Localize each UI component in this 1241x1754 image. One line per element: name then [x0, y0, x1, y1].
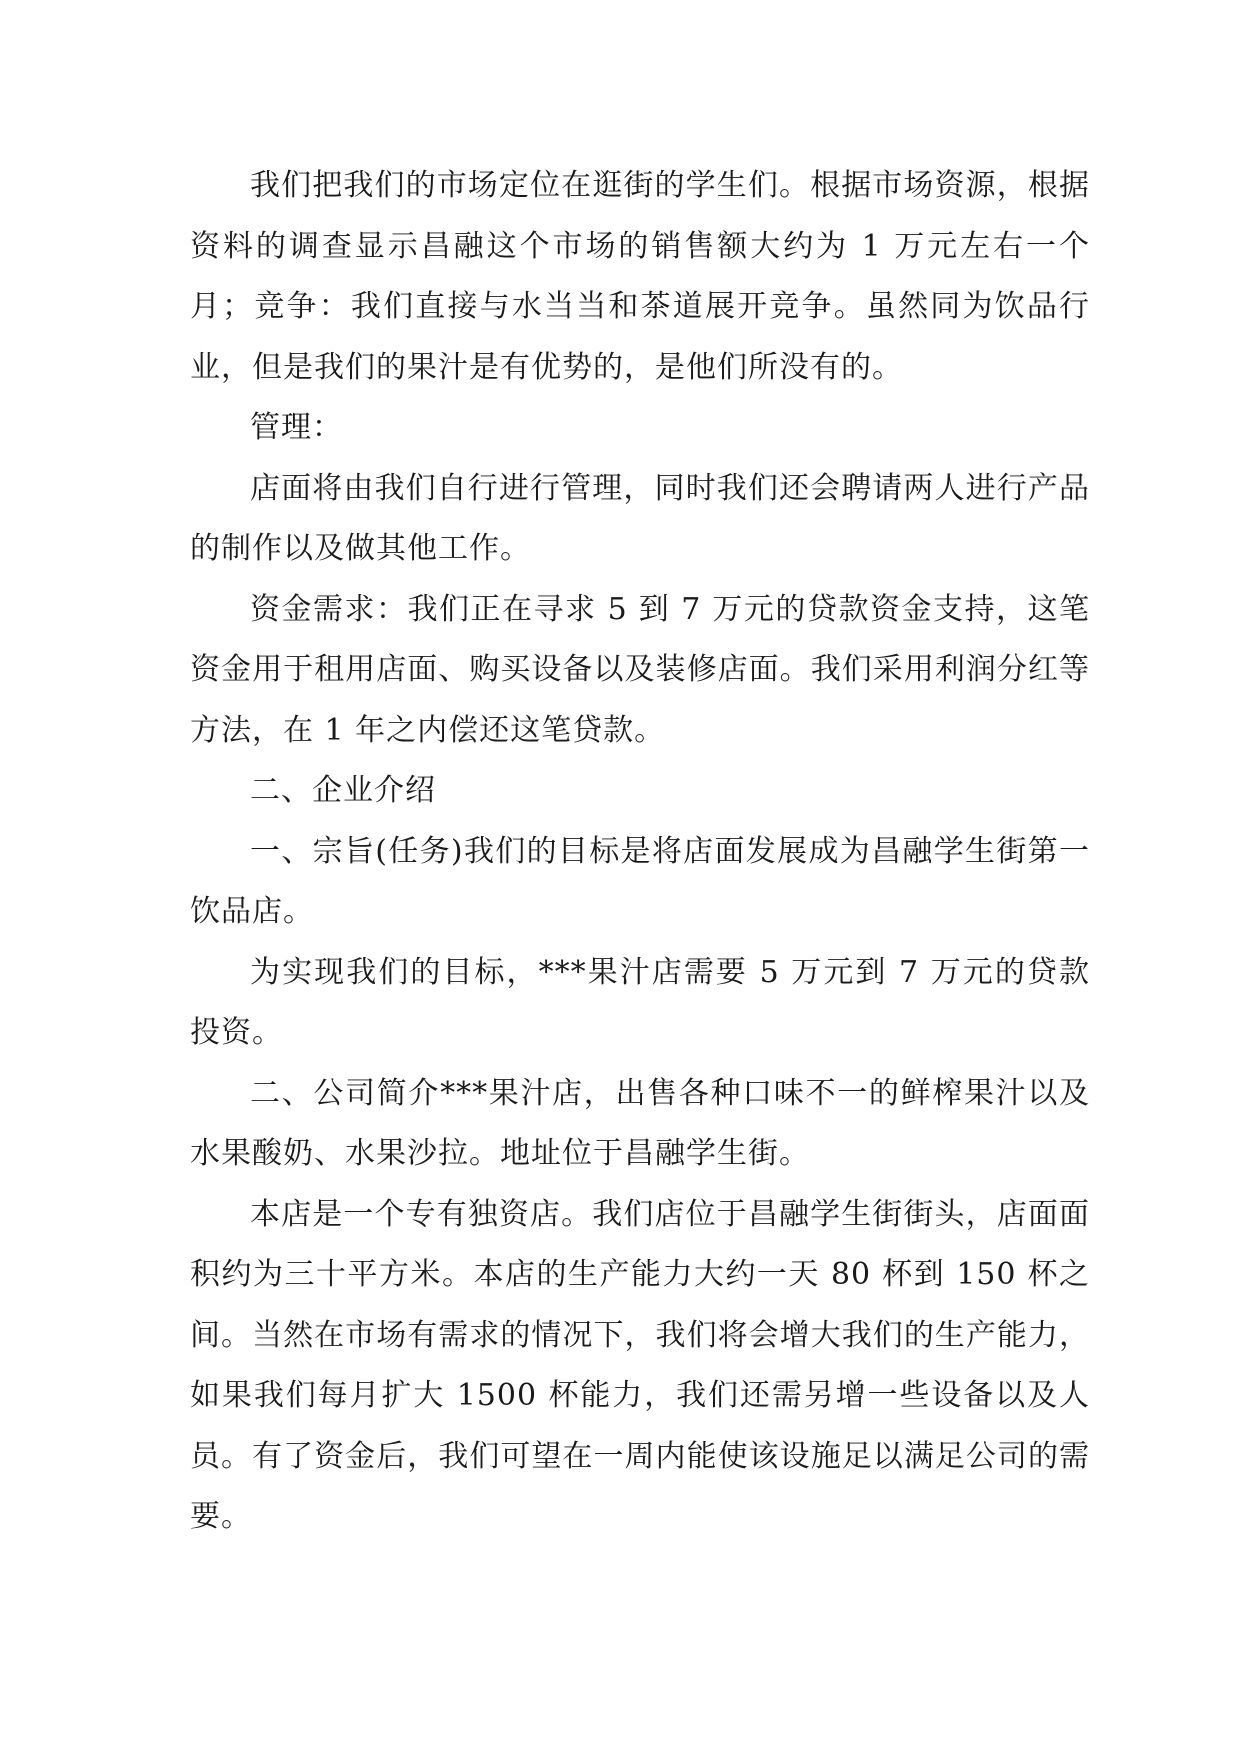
document-body: [190, 156, 1090, 1548]
paragraph-company-profile: 二、公司简介***果汁店，出售各种口味不一的鲜榨果汁以及水果酸奶、水果沙拉。地址位于昌融学生街。: [190, 1075, 1090, 1171]
paragraph-market-positioning: 我们把我们的市场定位在逛街的学生们。根据市场资源，根据资料的调查显示昌融这个市场的销售额大约为 1 万元左右一个月；竞争：我们直接与水当当和茶道展开竞争。虽然同为饮品行业，但是我们的果汁是有优势的，是他们所没有的。: [190, 168, 1090, 385]
paragraph-investment: 为实现我们的目标，***果汁店需要 5 万元到 7 万元的贷款投资。: [190, 954, 1090, 1050]
paragraph-store-capacity: 本店是一个专有独资店。我们店位于昌融学生街街头，店面面积约为三十平方米。本店的生产能力大约一天 80 杯到 150 杯之间。当然在市场有需求的情况下，我们将会增大我们的生产能力，如果我们每月扩大 1500 杯能力，我们还需另增一些设备以及人员。有了资金后，我们可望在一周内能使该设施足以满足公司的需要。: [190, 1196, 1090, 1534]
paragraph-management: 店面将由我们自行进行管理，同时我们还会聘请两人进行产品的制作以及做其他工作。: [190, 470, 1090, 566]
section-heading-company-intro: 二、企业介绍: [250, 773, 436, 808]
paragraph-management-heading: 管理：: [250, 410, 343, 445]
paragraph-mission: 一、宗旨(任务)我们的目标是将店面发展成为昌融学生街第一饮品店。: [190, 833, 1090, 929]
paragraph-funding-needs: 资金需求：我们正在寻求 5 到 7 万元的贷款资金支持，这笔资金用于租用店面、购买设备以及装修店面。我们采用利润分红等方法，在 1 年之内偿还这笔贷款。: [190, 591, 1090, 748]
